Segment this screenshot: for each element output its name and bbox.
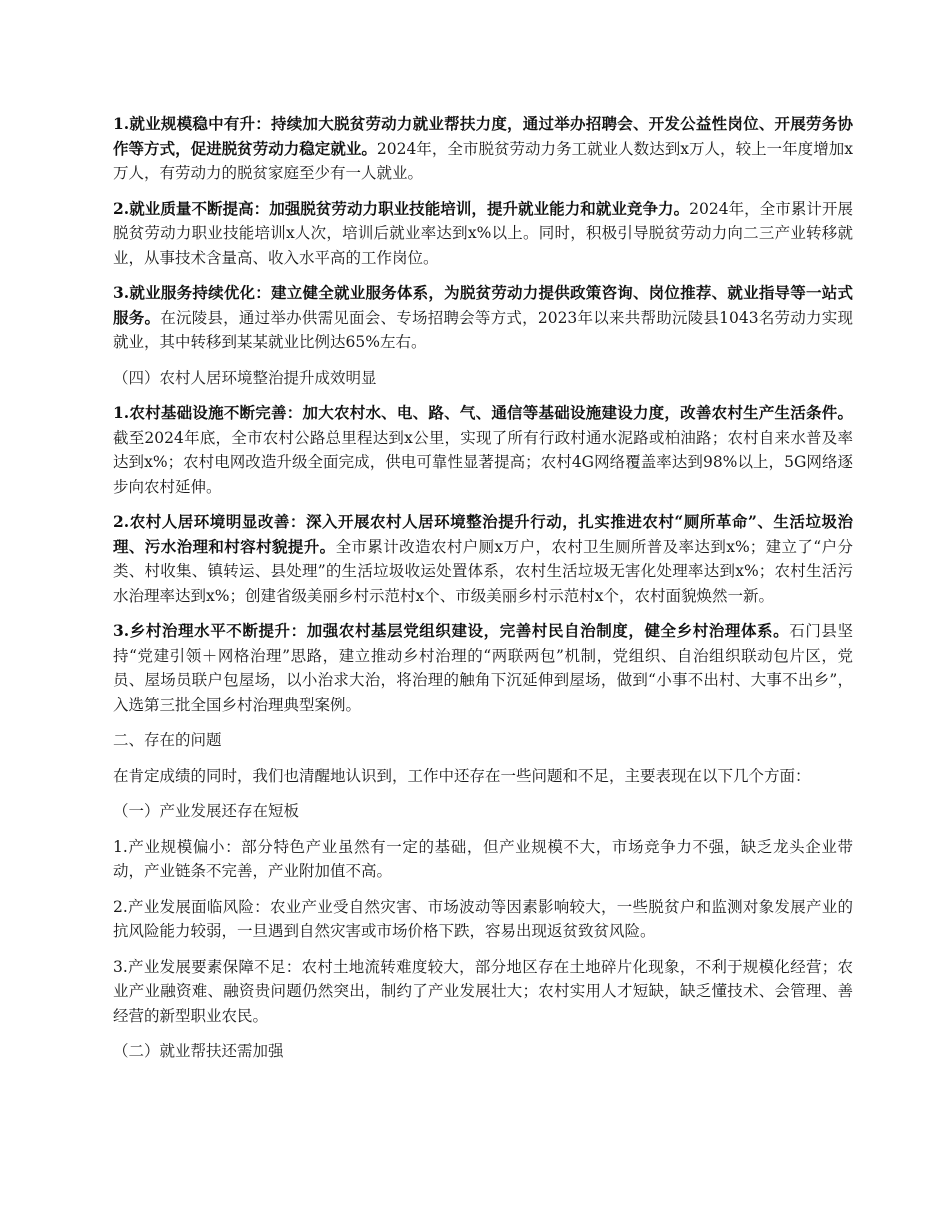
- section-heading-industry-shortcomings: （一）产业发展还存在短板: [113, 802, 300, 820]
- paragraph-lead: 2.农村人居环境明显改善：深入开展农村人居环境整治提升行动，扎实推进农村“厕所革命”、生活垃圾治理、污水治理和村容村貌提升。: [113, 512, 853, 556]
- paragraph-body: 2024年，全市脱贫劳动力务工就业人数达到x万人，较上一年度增加x万人，有劳动力的脱贫家庭至少有一人就业。: [113, 139, 853, 182]
- paragraph-body: 全市累计改造农村户厕x万户，农村卫生厕所普及率达到x%；建立了“户分类、村收集、镇转运、县处理”的生活垃圾收运处置体系，农村生活垃圾无害化处理率达到x%；农村生活污水治理率达到x%；创建省级美丽乡村示范村x个、市级美丽乡村示范村x个，农村面貌焕然一新。: [113, 537, 853, 605]
- paragraph-lead: 1.农村基础设施不断完善：加大农村水、电、路、气、通信等基础设施建设力度，改善农村生产生活条件。: [113, 403, 853, 422]
- paragraph-lead: 1.就业规模稳中有升：持续加大脱贫劳动力就业帮扶力度，通过举办招聘会、开发公益性岗位、开展劳务协作等方式，促进脱贫劳动力稳定就业。: [113, 114, 853, 158]
- paragraph-industry-factors: 3.产业发展要素保障不足：农村土地流转难度较大，部分地区存在土地碎片化现象，不利于规模化经营；农业产业融资难、融资贵问题仍然突出，制约了产业发展壮大；农村实用人才短缺，缺乏懂技术、会管理、善经营的新型职业农民。: [113, 957, 853, 1025]
- paragraph-body: 在沅陵县，通过举办供需见面会、专场招聘会等方式，2023年以来共帮助沅陵县1043名劳动力实现就业，其中转移到某某就业比例达65%左右。: [113, 308, 853, 351]
- paragraph-lead: 3.就业服务持续优化：建立健全就业服务体系，为脱贫劳动力提供政策咨询、岗位推荐、就业指导等一站式服务。: [113, 283, 853, 327]
- paragraph-lead: 3.乡村治理水平不断提升：加强农村基层党组织建设，完善村民自治制度，健全乡村治理体系。: [113, 621, 790, 640]
- paragraph-industry-scale: 1.产业规模偏小：部分特色产业虽然有一定的基础，但产业规模不大，市场竞争力不强，缺乏龙头企业带动，产业链条不完善，产业附加值不高。: [113, 837, 853, 880]
- paragraph-body: 截至2024年底，全市农村公路总里程达到x公里，实现了所有行政村通水泥路或柏油路；农村自来水普及率达到x%；农村电网改造升级全面完成，供电可靠性显著提高；农村4G网络覆盖率达到98%以上，5G网络逐步向农村延伸。: [113, 428, 853, 496]
- paragraph-body: 2024年，全市累计开展脱贫劳动力职业技能培训x人次，培训后就业率达到x%以上。同时，积极引导脱贫劳动力向二三产业转移就业，从事技术含量高、收入水平高的工作岗位。: [113, 199, 853, 267]
- paragraph-industry-risk: 2.产业发展面临风险：农业产业受自然灾害、市场波动等因素影响较大，一些脱贫户和监测对象发展产业的抗风险能力较弱，一旦遇到自然灾害或市场价格下跌，容易出现返贫致贫风险。: [113, 897, 853, 940]
- section-heading-employment-support: （二）就业帮扶还需加强: [113, 1042, 284, 1060]
- paragraph-problems-intro: 在肯定成绩的同时，我们也清醒地认识到，工作中还存在一些问题和不足，主要表现在以下几个方面：: [113, 766, 811, 785]
- paragraph-employment-scale: [113, 112, 853, 186]
- section-heading-problems: 二、存在的问题: [113, 731, 222, 749]
- paragraph-body: 石门县坚持“党建引领＋网格治理”思路，建立推动乡村治理的“两联两包”机制，党组织、自治组织联动包片区，党员、屋场员联户包屋场，以小治求大治，将治理的触角下沉延伸到屋场，做到“小事不出村、大事不出乡”，入选第三批全国乡村治理典型案例。: [113, 622, 853, 714]
- paragraph-rural-infrastructure: [113, 401, 853, 499]
- section-heading-rural-environment: （四）农村人居环境整治提升成效明显: [113, 368, 377, 387]
- paragraph-lead: 2.就业质量不断提高：加强脱贫劳动力职业技能培训，提升就业能力和就业竞争力。: [113, 198, 690, 218]
- paragraph-living-environment: [113, 510, 853, 608]
- paragraph-employment-service: [113, 281, 853, 355]
- document-page: [113, 112, 853, 1075]
- paragraph-employment-quality: [113, 197, 853, 271]
- paragraph-rural-governance: [113, 619, 853, 717]
